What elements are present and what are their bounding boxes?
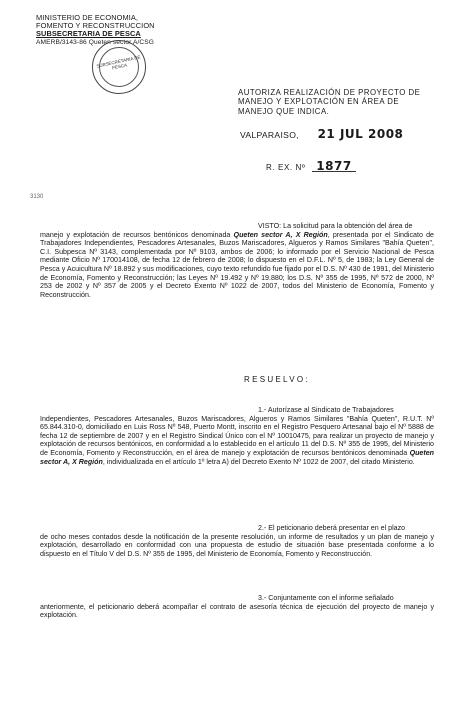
date-stamp: 21 JUL 2008 [317, 127, 404, 141]
place-date [240, 127, 404, 141]
subsecretaria-line: SUBSECRETARIA DE PESCA [36, 29, 141, 39]
visto-area-name: Queten sector A, X Región [233, 230, 328, 239]
resolution-point-2 [40, 524, 434, 558]
resolution-value: 1877 [312, 162, 355, 172]
point-3-first-line: 3.- Conjuntamente con el informe señalado [258, 594, 394, 602]
ministry-line: MINISTERIO DE ECONOMIA, [36, 13, 139, 22]
stamp-text: SUBSECRETARIA DE PESCA [95, 54, 141, 71]
resolution-point-3 [40, 594, 434, 620]
subject-line-3: MANEJO QUE INDICA. [238, 106, 330, 116]
resolution-point-1 [40, 406, 434, 466]
ministry-line-2: FOMENTO Y RECONSTRUCCION [36, 21, 155, 31]
visto-body-text-2: , presentada por el Sindicato de Trabajadores Independientes, Pescadores Artesanales, Buzos Mariscadores, Algueros y Ramos Similares "Bahía Queten", C.I. Subpesca Nº 3143, complementada por Nº 9103, ambos de 2006; lo informado por el Servicio Nacional de Pesca mediante Oficio Nº 170014108, de fecha 12 de febrero de 2008; lo dispuesto en el D.F.L. Nº 5, de 1983; la Ley General de Pesca y Acuicultura Nº 18.892 y sus modificaciones, cuyo texto refundido fue fijado por el D.S. Nº 430 de 1991, del Ministerio de Economía, Fomento y Reconstrucción; las Leyes Nº 19.492 y Nº 19.880; los D.S. Nº 355 de 1995, Nº 572 de 2000, Nº 253 de 2002 y Nº 357 de 2005 y el Decreto Exento Nº 1022 de 2007, todos del Ministerio de Economía, Fomento y Reconstrucción. [40, 230, 434, 299]
point-2-body: de ocho meses contados desde la notificación de la presente resolución, un informe de resultados y un plan de manejo y explotación, desarrollado en conformidad con una propuesta de estudio de situación base presentada conforme a lo dispuesto en el Título V del D.S. Nº 355 de 1995, del Ministerio de Economía, Fomento y Reconstrucción. [40, 532, 434, 558]
subject-line-1: AUTORIZA REALIZACIÓN DE PROYECTO DE [238, 88, 421, 97]
letterhead [36, 14, 155, 47]
resuelvo-heading: RESUELVO: [244, 375, 310, 384]
subject-line-2: MANEJO Y EXPLOTACIÓN EN ÁREA DE [238, 97, 400, 107]
point-1-text-1: Independientes, Pescadores Artesanales, Buzos Mariscadores, Algueros y Ramos Similares "Bahía Queten", R.U.T. Nº 65.844.310-0, domiciliado en Luis Ross Nº 548, Puerto Montt, inscrito en el Registro Pesquero Artesanal bajo el Nº 5888 de fecha 12 de septiembre de 2007 y en el Registro Sindical Único con el Nº 10010475, para realizar un proyecto de manejo y explotación de recursos bentónicos, en conformidad a lo establecido en el artículo 11 del D.S. Nº 355 de 1995, del Ministerio de Economía, Fomento y Reconstrucción, en el área de manejo y explotación de recursos bentónicos denominada [40, 414, 434, 457]
subject-block [238, 88, 420, 116]
point-2-first-line: 2.- El peticionario deberá presentar en el plazo [258, 524, 406, 532]
visto-first-text: La solicitud para la obtención del área de [283, 222, 413, 230]
official-stamp [92, 40, 146, 94]
visto-body [40, 231, 434, 300]
point-1-text-2: , individualizada en el artículo 1º letra A) del Decreto Exento Nº 1022 de 2007, del citado Ministerio. [102, 457, 415, 466]
margin-mark: 3130 [30, 194, 44, 200]
visto-label: VISTO: [258, 222, 282, 230]
point-1-first-line: 1.- Autorízase al Sindicato de Trabajadores [258, 406, 394, 414]
resolution-number [266, 159, 356, 173]
point-3-body: anteriormente, el peticionario deberá acompañar el contrato de asesoría técnica de ejecución del proyecto de manejo y explotación. [40, 602, 434, 620]
reference-code: AMERB/3143-86 Queten sector A/CSG [36, 38, 155, 46]
visto-section [40, 222, 434, 299]
resolution-label: R. EX. Nº [266, 163, 306, 172]
point-1-body [40, 415, 434, 467]
visto-body-text-1: manejo y explotación de recursos bentónicos denominada [40, 230, 234, 239]
visto-first-line [40, 222, 434, 231]
point-1-area-name: Queten sector A, X Región [40, 448, 434, 466]
city: VALPARAISO, [240, 130, 299, 140]
